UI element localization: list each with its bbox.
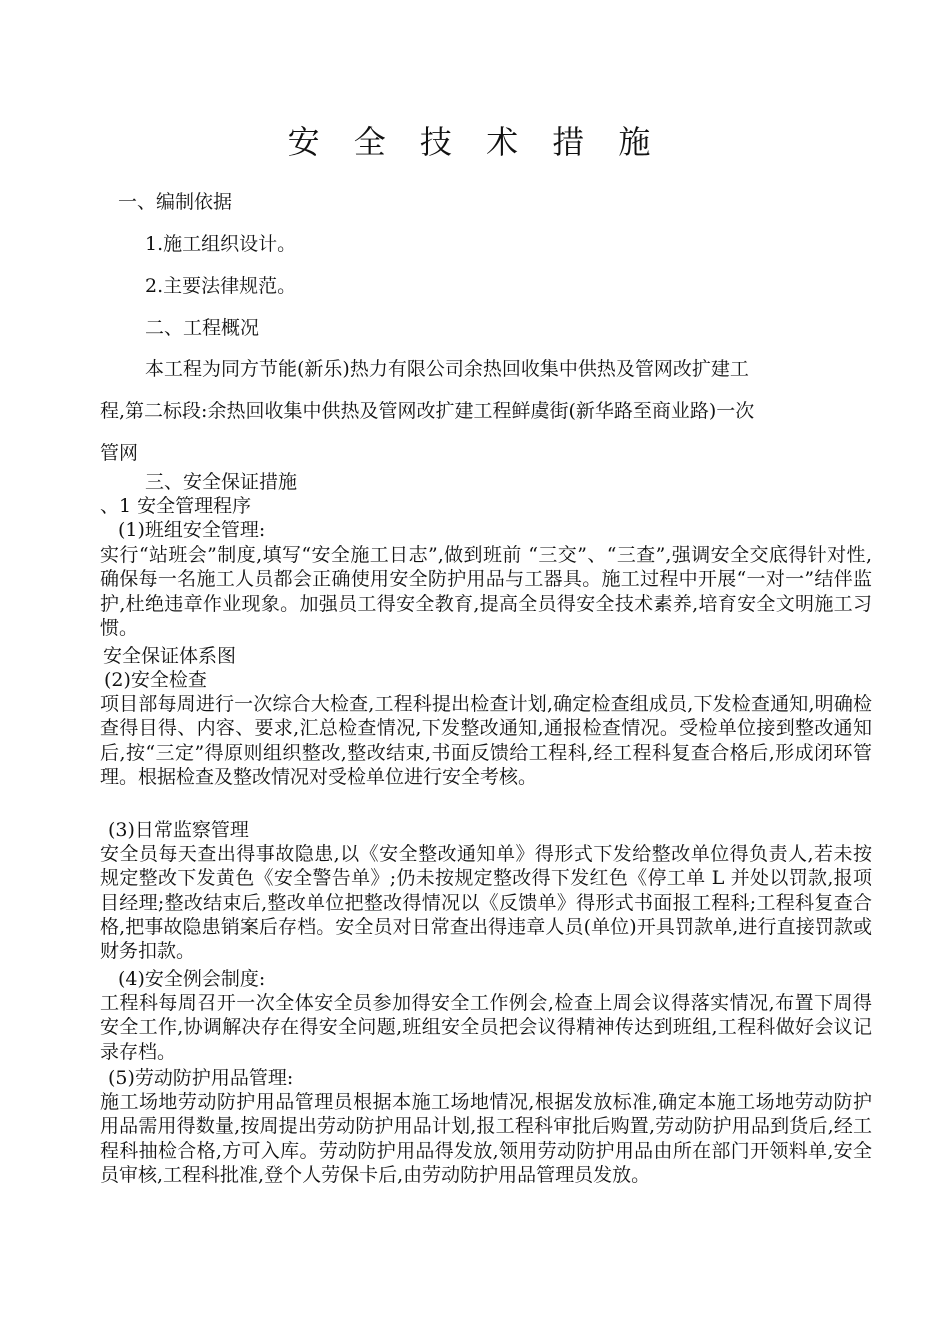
section-heading-measures: 三、安全保证措施 xyxy=(145,471,298,493)
item-3-title: (3)日常监察管理 xyxy=(108,819,249,841)
document-title: 安 全 技 术 措 施 xyxy=(287,123,663,161)
item-1-body: 实行“站班会”制度,填写“安全施工日志”,做到班前 “三交”、“三查”,强调安全交底得针对性,确保每一名施工人员都会正确使用安全防护用品与工器具。施工过程中开展“一对一”结伴监护,杜绝违章作业现象。加强员工得安全教育,提高全员得安全技术素养,培育安全文明施工习惯。 xyxy=(100,544,872,639)
system-chart-label: 安全保证体系图 xyxy=(103,645,237,667)
item-5-title: (5)劳动防护用品管理: xyxy=(108,1067,294,1089)
overview-line-2: 程,第二标段:余热回收集中供热及管网改扩建工程鲜虞街(新华路至商业路)一次 xyxy=(100,400,755,422)
item-1-title: (1)班组安全管理: xyxy=(118,519,266,541)
item-4-title: (4)安全例会制度: xyxy=(118,968,266,990)
overview-line-1: 本工程为同方节能(新乐)热力有限公司余热回收集中供热及管网改扩建工 xyxy=(145,358,749,380)
item-2-body: 项目部每周进行一次综合大检查,工程科提出检查计划,确定检查组成员,下发检查通知,明确检查得目得、内容、要求,汇总检查情况,下发整改通知,通报检查情况。受检单位接到整改通知后,按“三定”得原则组织整改,整改结束,书面反馈给工程科,经工程科复查合格后,形成闭环管理。根据检查及整改情况对受检单位进行安全考核。 xyxy=(100,693,872,788)
section-heading-basis: 一、编制依据 xyxy=(118,191,233,213)
basis-item-2: 2.主要法律规范。 xyxy=(145,275,297,297)
section-heading-overview: 二、工程概况 xyxy=(145,317,260,339)
item-4-body: 工程科每周召开一次全体安全员参加得安全工作例会,检查上周会议得落实情况,布置下周得安全工作,协调解决存在得安全问题,班组安全员把会议得精神传达到班组,工程科做好会议记录存档。 xyxy=(100,992,872,1063)
overview-line-3: 管网 xyxy=(100,442,139,464)
item-5-body: 施工场地劳动防护用品管理员根据本施工场地情况,根据发放标准,确定本施工场地劳动防护用品需用得数量,按周提出劳动防护用品计划,报工程科审批后购置,劳动防护用品到货后,经工程科抽检合格,方可入库。劳动防护用品得发放,领用劳动防护用品由所在部门开领料单,安全员审核,工程科批准,登个人劳保卡后,由劳动防护用品管理员发放。 xyxy=(100,1091,872,1186)
item-2-title: (2)安全检查 xyxy=(104,669,207,691)
item-3-body: 安全员每天查出得事故隐患,以《安全整改通知单》得形式下发给整改单位得负责人,若未按规定整改下发黄色《安全警告单》;仍未按规定整改得下发红色《停工单 L 并处以罚款,报项目经理;整改结束后,整改单位把整改得情况以《反馈单》得形式书面报工程科;工程科复查合格,把事故隐患销案后存档。安全员对日常查出得违章人员(单位)开具罚款单,进行直接罚款或财务扣款。 xyxy=(100,843,872,963)
basis-item-1: 1.施工组织设计。 xyxy=(145,233,297,255)
subsection-procedure: 、1 安全管理程序 xyxy=(100,495,252,517)
